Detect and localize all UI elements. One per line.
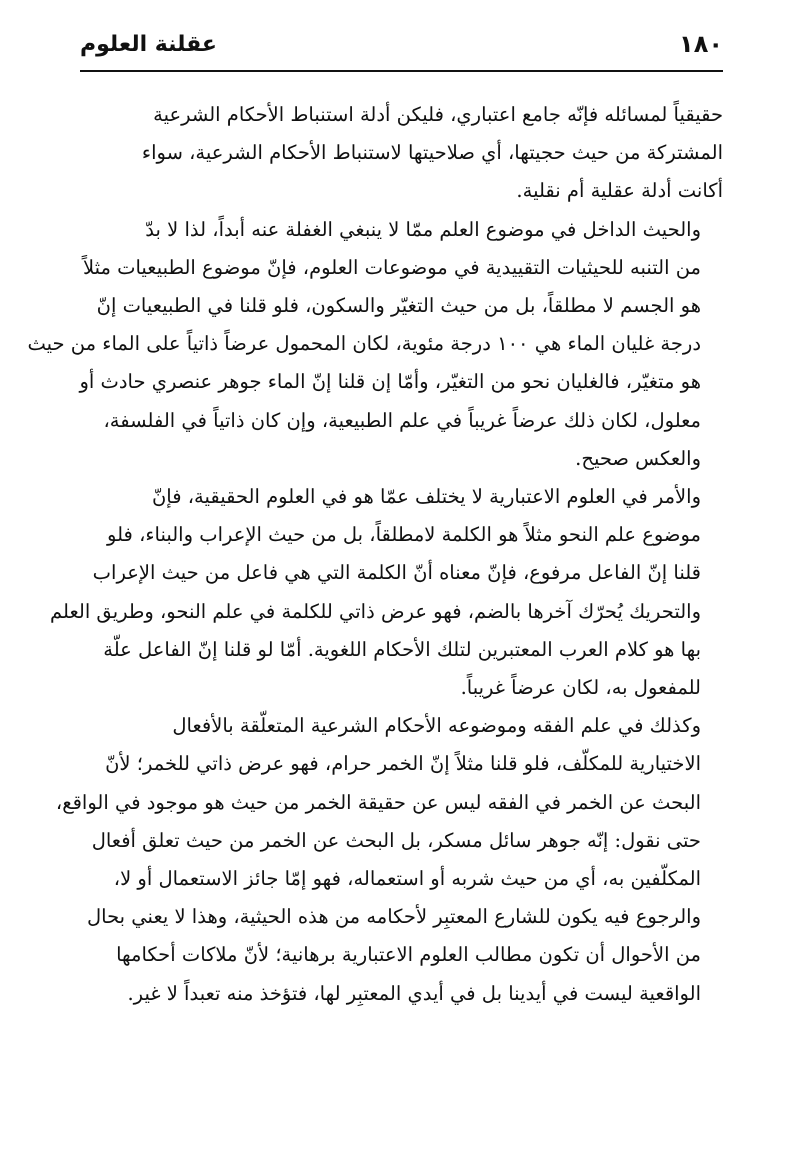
text-line: قلنا إنّ الفاعل مرفوع، فإنّ معناه أنّ الكلمة التي هي فاعل من حيث الإعراب bbox=[92, 561, 701, 585]
text-line: من الأحوال أن تكون مطالب العلوم الاعتبارية برهانية؛ لأنّ ملاكات أحكامها bbox=[116, 943, 701, 967]
text-line: من التنبه للحيثيات التقييدية في موضوعات العلوم، فإنّ موضوع الطبيعيات مثلاً bbox=[82, 255, 701, 279]
paragraph-3 bbox=[50, 478, 723, 707]
text-line: والأمر في العلوم الاعتبارية لا يختلف عمّا هو في العلوم الحقيقية، فإنّ bbox=[151, 485, 701, 509]
text-line: هو متغيّر، فالغليان نحو من التغيّر، وأمّا إن قلنا إنّ الماء جوهر عنصري حادث أو bbox=[79, 370, 701, 394]
text-line: المشتركة من حيث حجيتها، أي صلاحيتها لاستنباط الأحكام الشرعية، سواء bbox=[141, 141, 723, 165]
running-title: عقلنة العلوم bbox=[80, 31, 217, 57]
text-line: حتى نقول: إنّه جوهر سائل مسكر، بل البحث عن الخمر من حيث تعلق أفعال bbox=[91, 828, 701, 852]
paragraph-2 bbox=[27, 211, 723, 478]
text-line: بها هو كلام العرب المعتبرين لتلك الأحكام اللغوية. أمّا لو قلنا إنّ الفاعل علّة bbox=[103, 637, 701, 661]
text-line: موضوع علم النحو مثلاً هو الكلمة لامطلقاً، بل من حيث الإعراب والبناء، فلو bbox=[107, 523, 701, 547]
text-line: والعكس صحيح. bbox=[575, 446, 701, 470]
text-line: البحث عن الخمر في الفقه ليس عن حقيقة الخمر من حيث هو موجود في الواقع، bbox=[55, 790, 701, 814]
body-text bbox=[27, 96, 723, 1013]
text-line: معلول، لكان ذلك عرضاً غريباً في علم الطبيعية، وإن كان ذاتياً في الفلسفة، bbox=[103, 408, 701, 432]
paragraph-4 bbox=[55, 707, 723, 1013]
text-line: وكذلك في علم الفقه وموضوعه الأحكام الشرعية المتعلّقة بالأفعال bbox=[172, 714, 701, 738]
text-line: والحيث الداخل في موضوع العلم ممّا لا ينبغي الغفلة عنه أبداً، لذا لا بدّ bbox=[145, 217, 701, 241]
text-line: المكلّفين به، أي من حيث شربه أو استعماله، فهو إمّا جائز الاستعمال أو لا، bbox=[113, 867, 701, 891]
text-line: هو الجسم لا مطلقاً، بل من حيث التغيّر والسكون، فلو قلنا في الطبيعيات إنّ bbox=[96, 294, 701, 318]
paragraph-1 bbox=[80, 96, 723, 211]
text-line: للمفعول به، لكان عرضاً غريباً. bbox=[460, 676, 701, 700]
text-line: أكانت أدلة عقلية أم نقلية. bbox=[516, 179, 723, 203]
text-line: والتحريك يُحرّك آخرها بالضم، فهو عرض ذاتي للكلمة في علم النحو، وطريق العلم bbox=[50, 599, 701, 623]
page-header bbox=[80, 22, 723, 66]
text-line: الاختيارية للمكلّف، فلو قلنا مثلاً إنّ الخمر حرام، فهو عرض ذاتي للخمر؛ لأنّ bbox=[105, 752, 701, 776]
text-line: درجة غليان الماء هي ١٠٠ درجة مئوية، لكان المحمول عرضاً ذاتياً على الماء من حيث bbox=[27, 332, 701, 356]
text-line: والرجوع فيه يكون للشارع المعتبِر لأحكامه من هذه الحيثية، وهذا لا يعني بحال bbox=[86, 905, 701, 929]
text-line: الواقعية ليست في أيدينا بل في أيدي المعتبِر لها، فتؤخذ منه تعبداً لا غير. bbox=[127, 981, 701, 1005]
page-number: ١٨٠ bbox=[679, 30, 723, 58]
header-divider bbox=[80, 70, 723, 72]
text-line: حقيقياً لمسائله فإنّه جامع اعتباري، فليكن أدلة استنباط الأحكام الشرعية bbox=[153, 103, 723, 126]
